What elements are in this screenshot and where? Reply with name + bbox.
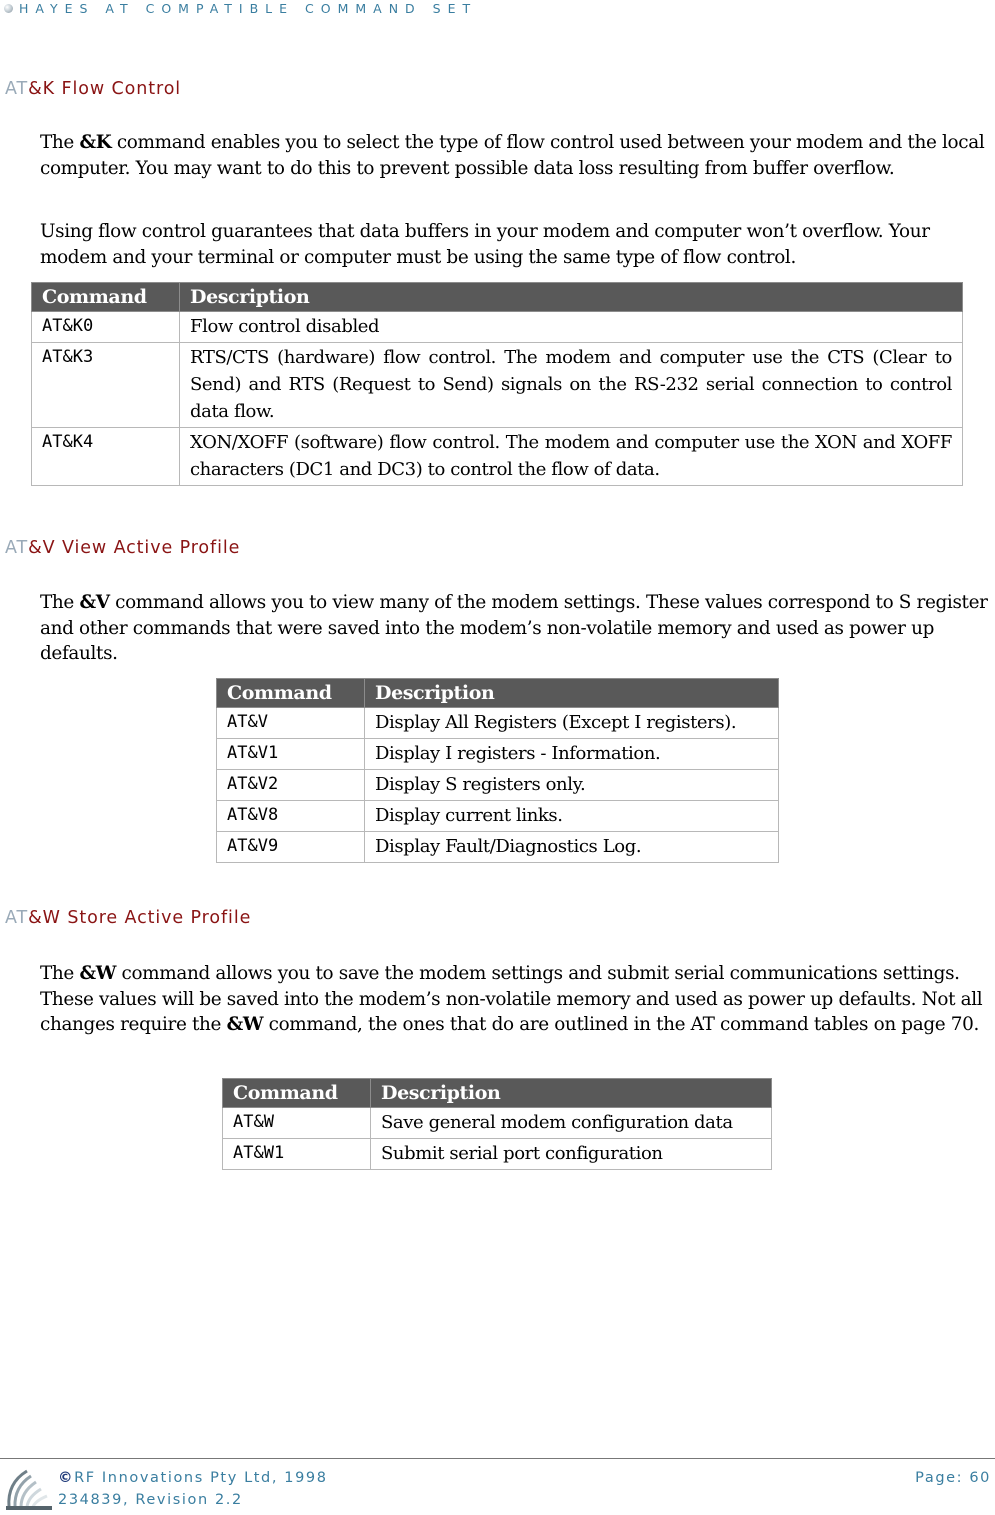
description-cell: Submit serial port configuration: [371, 1139, 772, 1170]
description-cell: Flow control disabled: [180, 312, 963, 343]
description-cell: Display All Registers (Except I registers).: [365, 708, 779, 739]
running-header: [4, 0, 477, 16]
flow-control-table: [31, 282, 963, 486]
table-row: [32, 428, 963, 486]
footer-divider: [0, 1458, 995, 1459]
copyright-line: [58, 1467, 328, 1489]
heading-prefix: AT: [5, 538, 29, 558]
section-heading-view-profile: [5, 538, 240, 558]
description-cell: Display I registers - Information.: [365, 739, 779, 770]
description-cell: Save general modem configuration data: [371, 1108, 772, 1139]
text-run: The: [40, 132, 80, 153]
flow-control-note: [40, 219, 992, 270]
description-cell: Display S registers only.: [365, 770, 779, 801]
view-profile-intro: [40, 590, 992, 667]
description-cell: RTS/CTS (hardware) flow control. The modem and computer use the CTS (Clear to Send) and RTS (Request to Send) signals on the RS-232 serial connection to control data flow.: [180, 343, 963, 428]
table-row: [32, 343, 963, 428]
table-row: [217, 708, 779, 739]
text-run: The: [40, 963, 80, 984]
table-header-row: [217, 679, 779, 708]
command-cell: AT&K3: [32, 343, 180, 428]
command-cell: AT&K4: [32, 428, 180, 486]
section-heading-store-profile: [5, 908, 251, 928]
column-header-description: Description: [371, 1079, 772, 1108]
store-profile-intro: [40, 961, 992, 1038]
document-number: 234839, Revision 2.2: [58, 1492, 243, 1508]
table-row: [223, 1108, 772, 1139]
text-run: command, the ones that do are outlined in the AT command tables on page 70.: [263, 1014, 979, 1035]
heading-text: &V View Active Profile: [28, 538, 241, 558]
heading-prefix: AT: [5, 79, 29, 99]
footer-left: [58, 1467, 328, 1511]
command-bold: &K: [79, 132, 112, 153]
column-header-description: Description: [365, 679, 779, 708]
store-profile-table: [222, 1078, 772, 1170]
command-cell: AT&K0: [32, 312, 180, 343]
table-row: [217, 801, 779, 832]
column-header-command: Command: [32, 283, 180, 312]
command-bold: &W: [226, 1014, 264, 1035]
command-cell: AT&V9: [217, 832, 365, 863]
command-cell: AT&V: [217, 708, 365, 739]
command-cell: AT&V8: [217, 801, 365, 832]
sphere-bullet-icon: [4, 4, 13, 13]
description-cell: Display current links.: [365, 801, 779, 832]
section-heading-flow-control: [5, 79, 181, 99]
table-header-row: [32, 283, 963, 312]
command-cell: AT&V1: [217, 739, 365, 770]
command-cell: AT&W: [223, 1108, 371, 1139]
column-header-description: Description: [180, 283, 963, 312]
heading-text: &W Store Active Profile: [28, 908, 252, 928]
table-row: [217, 770, 779, 801]
running-header-title: HAYES AT COMPATIBLE COMMAND SET: [19, 0, 478, 16]
command-cell: AT&W1: [223, 1139, 371, 1170]
company-name: RF Innovations Pty Ltd, 1998: [74, 1470, 328, 1486]
flow-control-intro: [40, 130, 992, 181]
description-cell: Display Fault/Diagnostics Log.: [365, 832, 779, 863]
heading-prefix: AT: [5, 908, 29, 928]
table-row: [32, 312, 963, 343]
command-bold: &W: [79, 963, 117, 984]
table-header-row: [223, 1079, 772, 1108]
command-bold: &V: [79, 592, 110, 613]
text-run: command enables you to select the type of flow control used between your modem and the local computer. You may want to do this to prevent possible data loss resulting from buffer overflow.: [40, 132, 985, 179]
text-run: The: [40, 592, 80, 613]
text-run: command allows you to view many of the modem settings. These values correspond to S register and other commands that were saved into the modem’s non-volatile memory and used as power up defaults.: [40, 592, 988, 664]
table-row: [217, 739, 779, 770]
description-cell: XON/XOFF (software) flow control. The modem and computer use the XON and XOFF characters (DC1 and DC3) to control the flow of data.: [180, 428, 963, 486]
text-run: Using flow control guarantees that data buffers in your modem and computer won’t overflow. Your modem and your terminal or computer must be using the same type of flow control.: [40, 221, 930, 268]
column-header-command: Command: [223, 1079, 371, 1108]
column-header-command: Command: [217, 679, 365, 708]
company-logo-icon: [3, 1463, 55, 1513]
heading-text: &K Flow Control: [28, 79, 182, 99]
table-row: [217, 832, 779, 863]
table-row: [223, 1139, 772, 1170]
text-run: command allows you to save the modem settings and submit serial communications settings. These values will be saved into the modem’s non-volatile memory and used as power up defaults. Not all changes require the: [40, 963, 983, 1035]
view-profile-table: [216, 678, 779, 863]
command-cell: AT&V2: [217, 770, 365, 801]
copyright-icon: ©: [58, 1470, 75, 1486]
page-number: Page: 60: [915, 1470, 991, 1486]
